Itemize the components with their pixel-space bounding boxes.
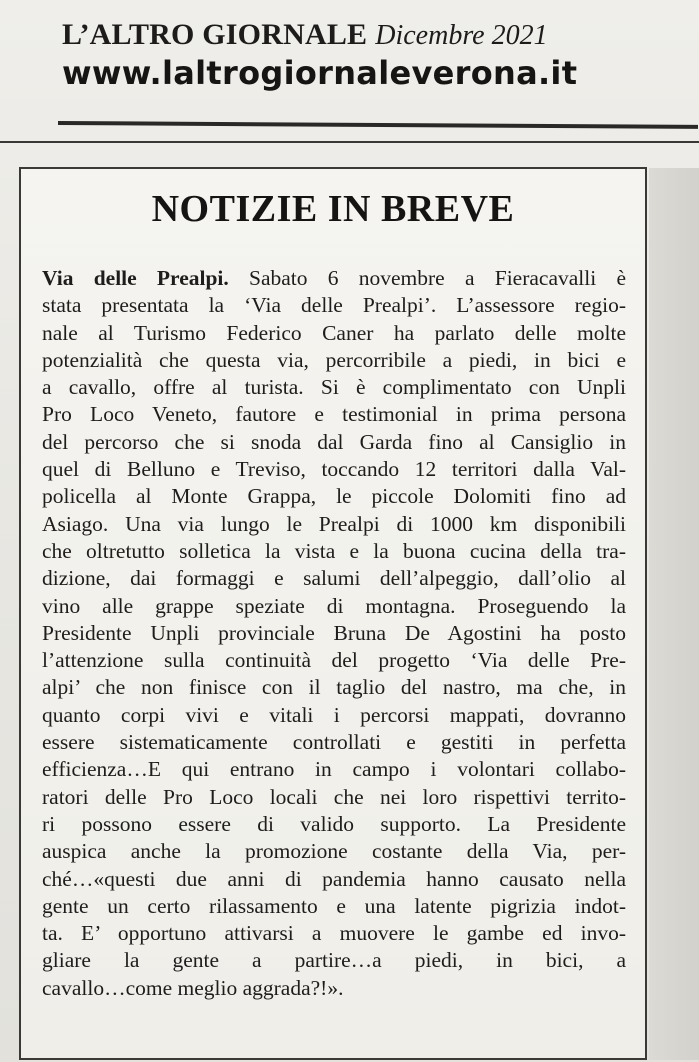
article-line: ratori delle Pro Loco locali che nei loro rispettivi territo-: [42, 784, 626, 809]
newspaper-name: L’ALTRO GIORNALE: [62, 18, 368, 51]
section-headline: NOTIZIE IN BREVE: [151, 188, 515, 230]
article-line: stata presentata la ‘Via delle Prealpi’. L’assessore regio-: [42, 293, 626, 318]
article-line: a cavallo, offre al turista. Si è complimentato con Unpli: [42, 375, 626, 400]
article-line: Presidente Unpli provinciale Bruna De Agostini ha posto: [42, 620, 626, 645]
article-line: ta. E’ opportuno attivarsi a muovere le gambe ed invo-: [42, 921, 626, 946]
masthead-divider: [58, 121, 698, 129]
masthead: [62, 18, 679, 118]
issue-date: Dicembre 2021: [375, 20, 548, 51]
page-divider: [0, 141, 699, 143]
article-line: efficienza…E qui entrano in campo i volontari collabo-: [42, 757, 626, 782]
article-line: quel di Belluno e Treviso, toccando 12 territori dalla Val-: [42, 457, 626, 482]
article-line: policella al Monte Grappa, le piccole Dolomiti fino ad: [42, 484, 626, 509]
article-line: alpi’ che non finisce con il taglio del nastro, ma che, in: [42, 675, 626, 700]
article-line: Pro Loco Veneto, fautore e testimonial in prima persona: [42, 402, 626, 427]
article-line: gliare la gente a partire…a piedi, in bici, a: [42, 948, 626, 973]
article-body: [42, 265, 626, 1002]
article-line: l’attenzione sulla continuità del progetto ‘Via delle Pre-: [42, 648, 626, 673]
article-line: che oltretutto solletica la vista e la buona cucina della tra-: [42, 538, 626, 563]
adjacent-column-edge: [649, 168, 699, 1060]
website-url: www.laltrogiornaleverona.it: [62, 54, 578, 92]
news-brief-box: [19, 167, 647, 1060]
article-line: cavallo…come meglio aggrada?!».: [42, 975, 344, 1000]
article-line: auspica anche la promozione costante della Via, per-: [42, 839, 626, 864]
article-line: quanto corpi vivi e vitali i percorsi mappati, dovranno: [42, 702, 626, 727]
article-line: dizione, dai formaggi e salumi dell’alpeggio, dall’olio al: [42, 566, 626, 591]
article-line: del percorso che si snoda dal Garda fino al Cansiglio in: [42, 429, 626, 454]
article-line: [42, 265, 626, 292]
article-line: Asiago. Una via lungo le Prealpi di 1000 km disponibili: [42, 511, 626, 536]
article-line: ri possono essere di valido supporto. La Presidente: [42, 811, 626, 836]
masthead-title-row: [62, 18, 679, 52]
article-lead-in: Via delle Prealpi.: [42, 266, 229, 290]
article-line: essere sistematicamente controllati e gestiti in perfetta: [42, 730, 626, 755]
article-line-text: Sabato 6 novembre a Fieracavalli è: [228, 266, 626, 290]
article-line: gente un certo rilassamento e una latente pigrizia indot-: [42, 893, 626, 918]
article-line: potenzialità che questa via, percorribile a piedi, in bici e: [42, 347, 626, 372]
article-line: ché…«questi due anni di pandemia hanno causato nella: [42, 866, 626, 891]
article-line: nale al Turismo Federico Caner ha parlato delle molte: [42, 320, 626, 345]
article-line: vino alle grappe speziate di montagna. Proseguendo la: [42, 593, 626, 618]
